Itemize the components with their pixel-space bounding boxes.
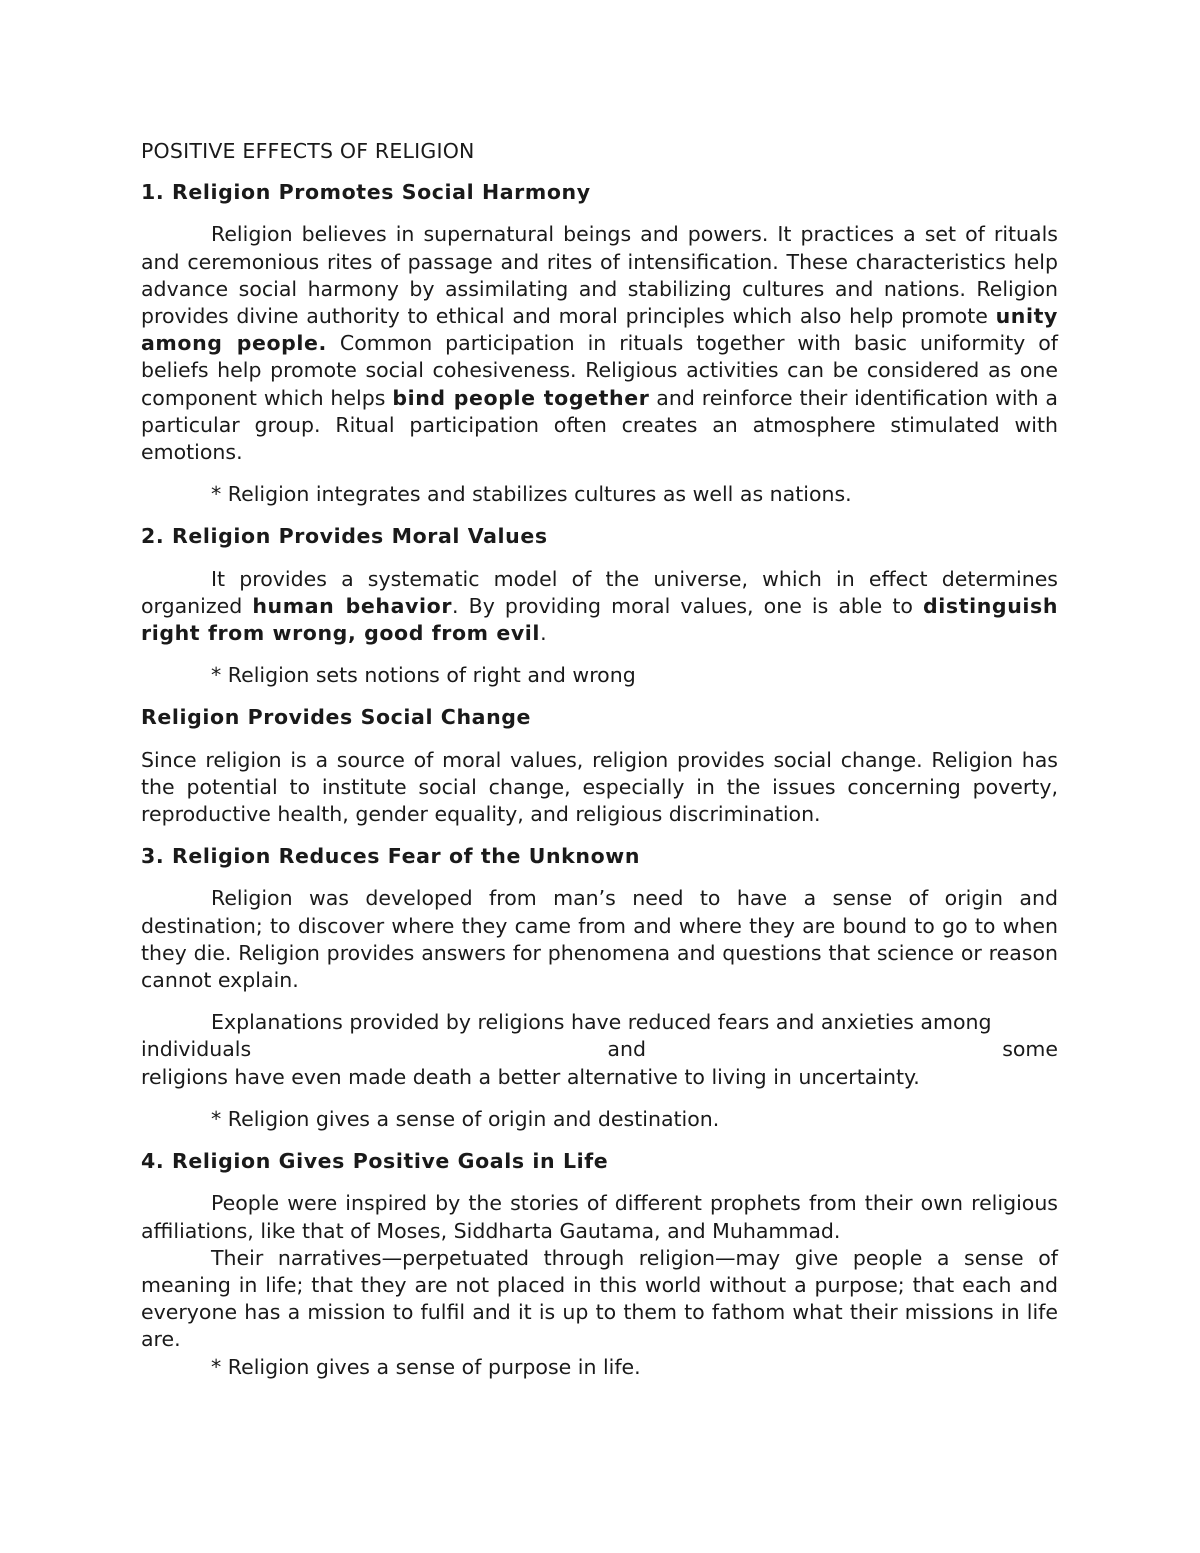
section-4-note: * Religion gives a sense of purpose in life.	[211, 1354, 641, 1379]
social-change-paragraph: Since religion is a source of moral values, religion provides social change. Religion has the potential to institute social change, especially in the issues concerning poverty, reproductive health, gender equality, and religious discrimination.	[141, 747, 1058, 827]
text-run: and reinforce their identification with a particular group. Ritual participation often creates an atmosphere stimulated with emotions.	[141, 385, 1058, 465]
paragraph-line: religions have even made death a better alternative to living in uncertainty.	[141, 1064, 920, 1089]
text-run: Common participation in rituals together with basic uniformity of beliefs help promote social cohesiveness. Religious activities can be considered as one component which helps	[141, 331, 1058, 410]
text-run: Religion believes in supernatural beings and powers. It practices a set of rituals and ceremonious rites of passage and rites of intensification. These characteristics help advance social harmony by assimilating and stabilizing cultures and nations. Religion provides divine authority to ethical and moral principles which also help promote	[141, 222, 1058, 329]
section-3-paragraph-2	[141, 1009, 1058, 1091]
section-2-paragraph	[141, 566, 1058, 648]
document-title: POSITIVE EFFECTS OF RELIGION	[141, 139, 475, 163]
section-3-paragraph-1: Religion was developed from man’s need to have a sense of origin and destination; to discover where they came from and where they are bound to go to when they die. Religion provides answers for phenomena and questions that science or reason cannot explain.	[141, 886, 1058, 993]
text-run: It provides a systematic model of the universe, which in effect determines organized	[141, 566, 1058, 618]
section-2-note: * Religion sets notions of right and wrong	[211, 663, 636, 688]
text-run: .	[540, 621, 547, 646]
section-3-note: * Religion gives a sense of origin and destination.	[211, 1106, 720, 1131]
section-2-heading: 2. Religion Provides Moral Values	[141, 524, 548, 549]
section-4-heading: 4. Religion Gives Positive Goals in Life	[141, 1149, 609, 1174]
word: individuals	[141, 1037, 252, 1062]
section-1-heading: 1. Religion Promotes Social Harmony	[141, 180, 591, 205]
bold-phrase: distinguish right from wrong, good from evil	[141, 593, 1059, 646]
paragraph-line-spread	[141, 1036, 1058, 1063]
word: some	[1002, 1037, 1058, 1062]
document-page	[141, 138, 1058, 1381]
section-1-paragraph	[141, 221, 1058, 466]
bold-phrase: unity among people.	[141, 304, 1058, 356]
bold-phrase: human behavior	[252, 593, 453, 618]
paragraph-line: Explanations provided by religions have reduced fears and anxieties among	[211, 1010, 992, 1035]
word: and	[607, 1037, 646, 1062]
bold-phrase: bind people together	[392, 385, 650, 410]
section-4-paragraph-2: Their narratives—perpetuated through religion—may give people a sense of meaning in life; that they are not placed in this world without a purpose; that each and everyone has a mission to fulfil and it is up to them to fathom what their missions in life are.	[141, 1245, 1058, 1352]
section-3-heading: 3. Religion Reduces Fear of the Unknown	[141, 844, 641, 869]
text-run: . By providing moral values, one is able to	[452, 593, 923, 618]
section-4-paragraph-1: People were inspired by the stories of different prophets from their own religious affiliations, like that of Moses, Siddharta Gautama, and Muhammad.	[141, 1191, 1058, 1243]
social-change-heading: Religion Provides Social Change	[141, 705, 532, 730]
section-1-note: * Religion integrates and stabilizes cultures as well as nations.	[211, 482, 852, 507]
